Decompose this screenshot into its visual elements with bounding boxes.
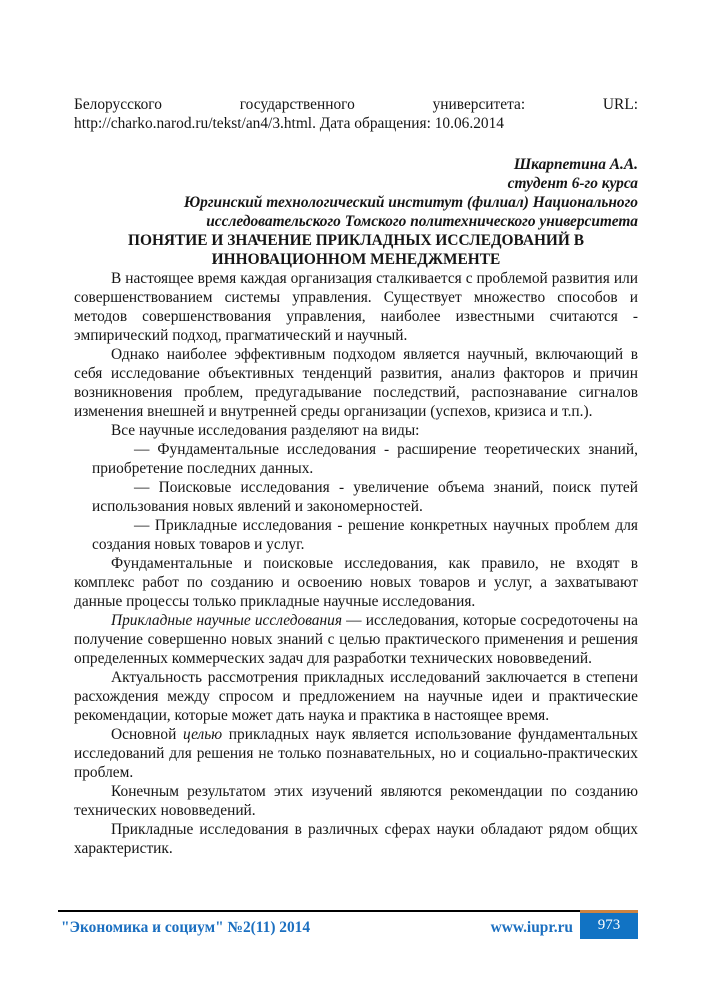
body-paragraph: Основной целью прикладных наук является использование фундаментальных исследований для решения не только познавательных, но и социально-практических проблем.: [74, 726, 638, 782]
list-item: — Прикладные исследования - решение конкретных научных проблем для создания новых товаров и услуг.: [92, 517, 638, 554]
journal-website: www.iupr.ru: [490, 919, 573, 936]
body-paragraph: Все научные исследования разделяют на виды:: [111, 422, 420, 440]
body-paragraph: Актуальность рассмотрения прикладных исследований заключается в степени расхождения между спросом и предложением на научные идеи и практические рекомендации, которые может дать наука и практика в настоящее время.: [74, 669, 638, 725]
list-item: — Фундаментальные исследования - расширение теоретических знаний, приобретение последних данных.: [92, 441, 638, 478]
page-footer: [58, 910, 638, 939]
journal-title: "Экономика и социум" №2(11) 2014: [61, 919, 311, 936]
author-name: Шкарпетина А.А.: [513, 156, 638, 174]
list-item: — Поисковые исследования - увеличение объема знаний, поиск путей использования новых явлений и закономерностей.: [92, 479, 638, 516]
body-paragraph: Конечным результатом этих изучений являются рекомендации по созданию технических нововведений.: [74, 783, 638, 820]
article-body: [74, 269, 638, 858]
article-title: ПОНЯТИЕ И ЗНАЧЕНИЕ ПРИКЛАДНЫХ ИССЛЕДОВАНИЙ В ИННОВАЦИОННОМ МЕНЕДЖМЕНТЕ: [128, 232, 584, 269]
reference-paragraph: Белорусского государственного университета: URL: http://charko.narod.ru/tekst/an4/3.html. Дата обращения: 10.06.2014: [74, 96, 638, 133]
author-role: студент 6-го курса: [507, 175, 638, 193]
body-paragraph: Прикладные исследования в различных сферах науки обладают рядом общих характеристик.: [74, 821, 638, 858]
body-paragraph: Прикладные научные исследования — исследования, которые сосредоточены на получение совершенно новых знаний с целью практического применения и решения определенных коммерческих задач для разработки технических нововведений.: [74, 612, 638, 668]
page-number: 973: [597, 917, 621, 933]
footer-right-group: [491, 912, 638, 939]
author-block: [74, 155, 638, 231]
body-paragraph: В настоящее время каждая организация сталкивается с проблемой развития или совершенствованием системы управления. Существует множество способов и методов совершенствования управления, наиболее известными считаются - эмпирический подход, прагматический и научный.: [74, 270, 638, 345]
page-number-box: [580, 910, 638, 939]
body-paragraph: Однако наиболее эффективным подходом является научный, включающий в себя исследование объективных тенденций развития, анализ факторов и причин возникновения проблем, предугадывание последствий, распознавание сигналов изменения внешней и внутренней среды организации (успехов, кризиса и т.п.).: [74, 346, 638, 421]
author-affiliation: Юргинский технологический институт (филиал) Национального исследовательского Томского политехнического университета: [183, 194, 638, 231]
body-paragraph: Фундаментальные и поисковые исследования, как правило, не входят в комплекс работ по созданию и освоению новых товаров и услуг, а захватывают данные процессы только прикладные научные исследования.: [74, 555, 638, 611]
